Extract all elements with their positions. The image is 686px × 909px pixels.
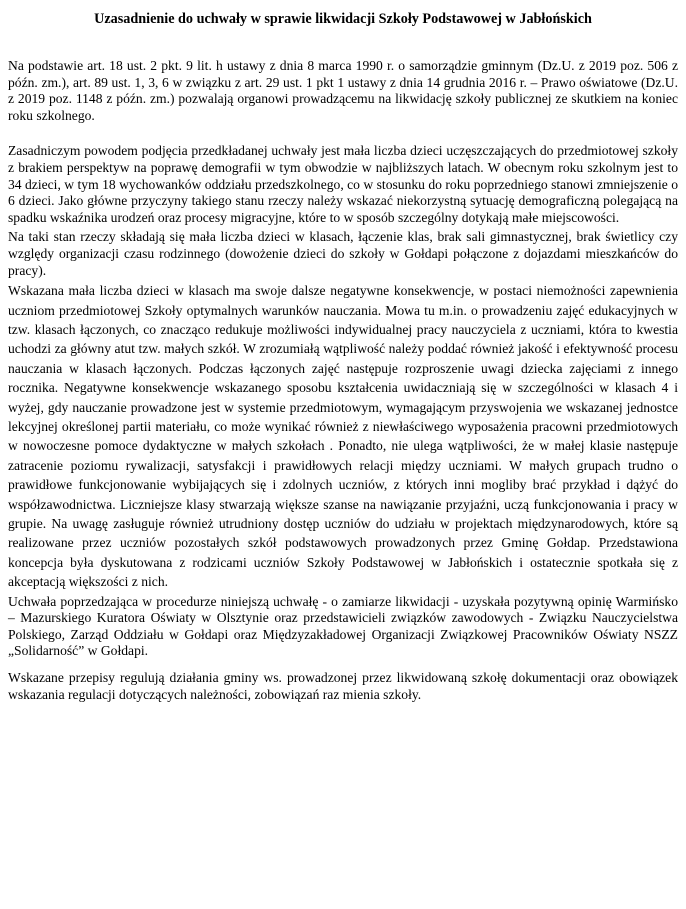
paragraph-opinions: Uchwała poprzedzająca w procedurze niniejszą uchwałę - o zamiarze likwidacji - uzyskała pozytywną opinię Warmińsko – Mazurskiego Kuratora Oświaty w Olsztynie oraz przedstawicieli związków zawodowych - Związku Nauczycielstwa Polskiego, Zarząd Oddziału w Gołdapi oraz Międzyzakładowej Organizacji Związkowej Pracowników Oświaty NSZZ „Solidarność” w Gołdapi. xyxy=(8,593,678,659)
document-title: Uzasadnienie do uchwały w sprawie likwidacji Szkoły Podstawowej w Jabłońskich xyxy=(94,11,592,27)
paragraph-regulations: Wskazane przepisy regulują działania gminy ws. prowadzonej przez likwidowaną szkołę dokumentacji oraz obowiązek wskazania regulacji dotyczących należności, zobowiązań raz mienia szkoły. xyxy=(8,670,678,702)
paragraph-consequences: Wskazana mała liczba dzieci w klasach ma swoje dalsze negatywne konsekwencje, w postaci niemożności zapewnienia uczniom przedmiotowej Szkoły optymalnych warunków nauczania. Mowa tu m.in. o prowadzeniu zajęć edukacyjnych w tzw. klasach łączonych, co znacząco redukuje możliwości indywidualnej pracy nauczyciela z uczniami, która to kwestia uchodzi za główny atut tzw. małych szkół. W zrozumiałą wątpliwość należy poddać również jakość i efektywność procesu nauczania w klasach łączonych. Podczas łączonych zajęć następuje rozproszenie uwagi dziecka zajęciami z innego rocznika. Negatywne konsekwencje wskazanego sposobu kształcenia uwidaczniają się w szczególności w klasach 4 i wyżej, gdy nauczanie prowadzone jest w systemie przedmiotowym, wymagającym przyswojenia we wskazanej jednostce lekcyjnej określonej partii materiału, co może wynikać również z niewłaściwego wyposażenia pracowni przedmiotowych w nowoczesne pomoce dydaktyczne w małych szkołach . Ponadto, nie ulega wątpliwości, że w małej klasie następuje zatracenie poziomu rywalizacji, satysfakcji i prawidłowych relacji między uczniami. W małych grupach trudno o prawidłowe funkcjonowanie wybijających się i zdolnych uczniów, z których inni mogliby brać przykład i dążyć do współzawodnictwa. Liczniejsze klasy stwarzają większe szanse na nawiązanie przyjaźni, uczą funkcjonowania i pracy w grupie. Na uwagę zasługuje również utrudniony dostęp uczniów do udziału w projektach międzynarodowych, które są realizowane przez uczniów pozostałych szkół podstawowych prowadzonych przez Gminę Gołdap. Przedstawiona koncepcja była dyskutowana z rodzicami uczniów Szkoły Podstawowej w Jabłońskich i ostatecznie spotkała się z akceptacją większości z nich. xyxy=(8,283,678,590)
paragraph-legal-basis: Na podstawie art. 18 ust. 2 pkt. 9 lit. h ustawy z dnia 8 marca 1990 r. o samorządzie gminnym (Dz.U. z 2019 poz. 506 z późn. zm.), art. 89 ust. 1, 3, 6 w związku z art. 29 ust. 1 pkt 1 ustawy z dnia 14 grudnia 2016 r. – Prawo oświatowe (Dz.U. z 2019 poz. 1148 z późn. zm.) pozwalają organowi prowadzącemu na likwidację szkoły publicznej ze skutkiem na koniec roku szkolnego. xyxy=(8,58,678,123)
paragraph-main-reason: Zasadniczym powodem podjęcia przedkładanej uchwały jest mała liczba dzieci uczęszczających do przedmiotowej szkoły z brakiem perspektyw na poprawę demografii w tym obwodzie w najbliższych latach. W obecnym roku szkolnym jest to 34 dzieci, w tym 18 wychowanków oddziału przedszkolnego, co w stosunku do roku poprzedniego stanowi zmniejszenie o 6 dzieci. Jako główne przyczyny takiego stanu rzeczy należy wskazać niekorzystną sytuację demograficzną polegającą na spadku wskaźnika urodzeń oraz procesy migracyjne, które to w sposób szczególny dotykają małe miejscowości. xyxy=(8,143,678,225)
paragraph-circumstances: Na taki stan rzeczy składają się mała liczba dzieci w klasach, łączenie klas, brak sali gimnastycznej, brak świetlicy czy względy organizacji czasu rodzinnego (dowożenie dzieci do szkoły w Gołdapi połączone z dojazdami mieszkańców do pracy). xyxy=(8,229,678,278)
